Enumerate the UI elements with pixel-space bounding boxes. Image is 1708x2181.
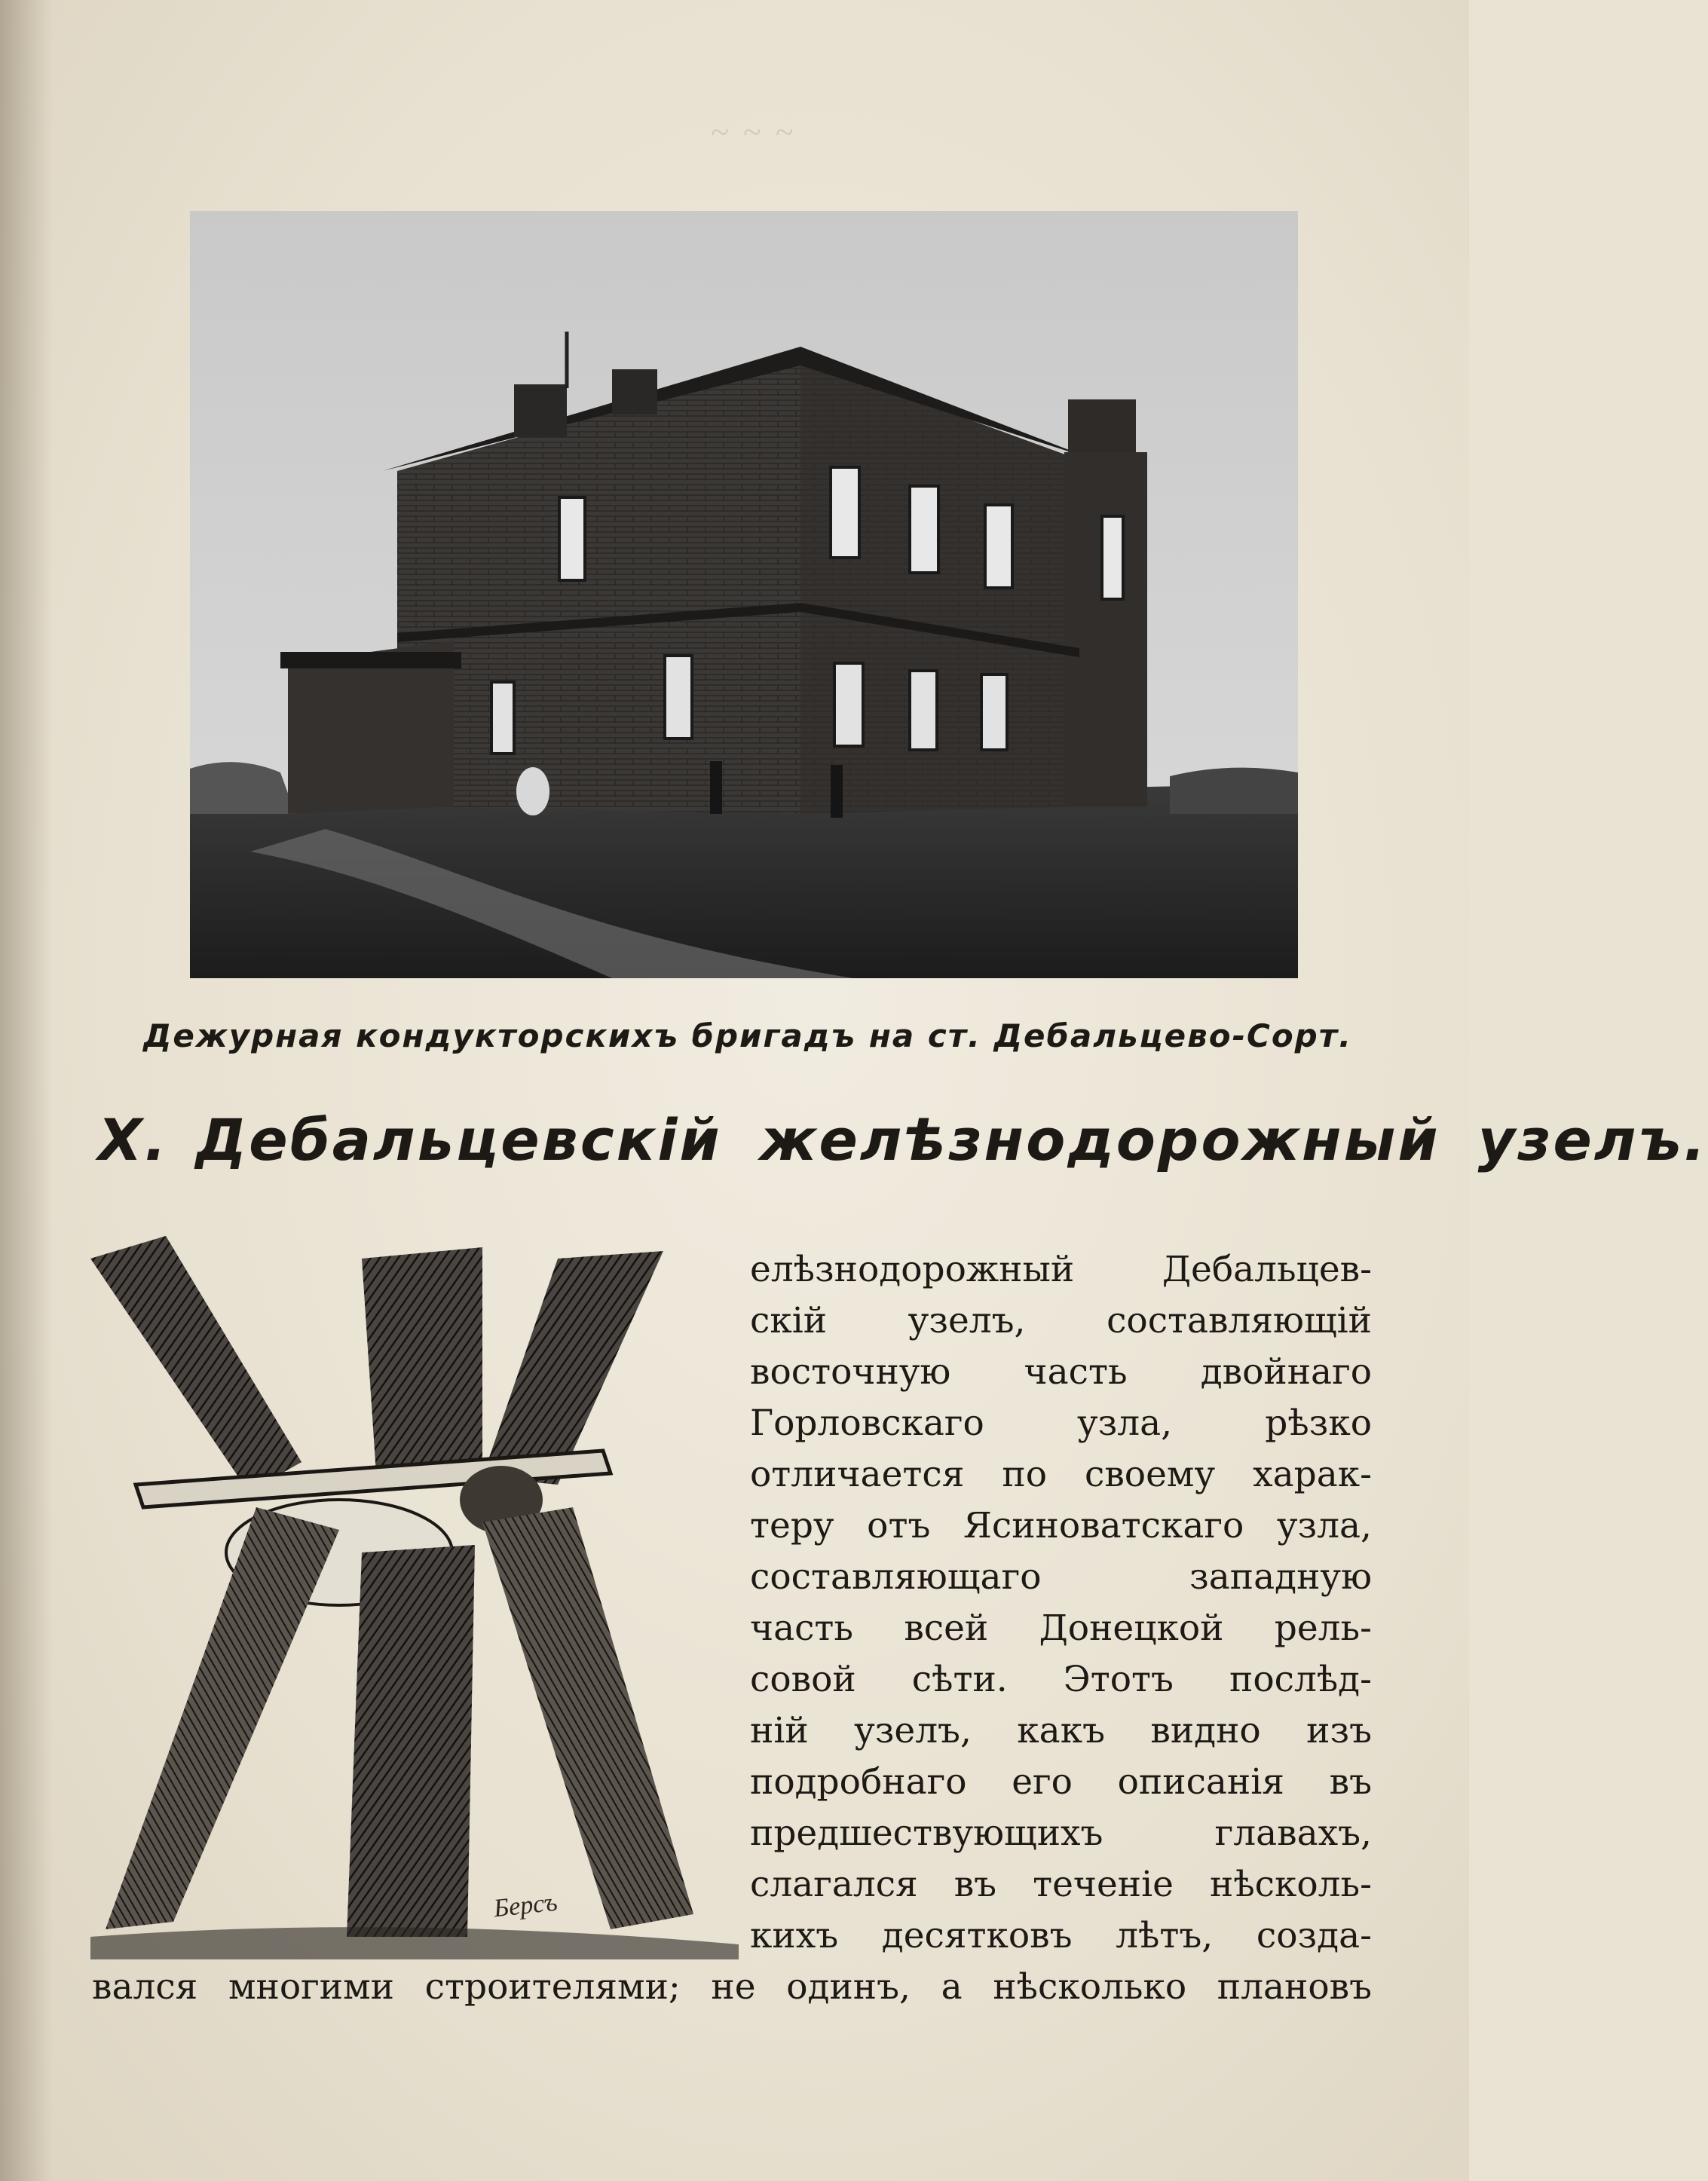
chapter-title-word-3: узелъ. xyxy=(1477,1106,1708,1173)
text-line: Горловскаго узла, рѣзко xyxy=(750,1403,1372,1444)
text-line: часть всей Донецкой рель- xyxy=(750,1607,1372,1649)
text-line: предшествующихъ главахъ, xyxy=(750,1812,1372,1854)
text-line: подробнаго его описанія въ xyxy=(750,1761,1372,1803)
figure-caption: Дежурная кондукторскихъ бригадъ на ст. Дебальцево-Сорт. xyxy=(143,1017,1353,1054)
text-line: теру отъ Ясиноватскаго узла, xyxy=(750,1505,1372,1546)
text-line: ній узелъ, какъ видно изъ xyxy=(750,1710,1372,1751)
text-line: кихъ десятковъ лѣтъ, созда- xyxy=(750,1915,1372,1956)
text-line: скій узелъ, составляющій xyxy=(750,1300,1372,1341)
text-line: составляющаго западную xyxy=(750,1556,1372,1598)
chapter-title-word-2: желѣзнодорожный xyxy=(759,1106,1440,1173)
text-line: совой сѣти. Этотъ послѣд- xyxy=(750,1659,1372,1700)
bleed-through-header: ~ ~ ~ xyxy=(711,114,797,151)
text-line-full-width: вался многими строителями; не одинъ, а нѣсколько плановъ xyxy=(92,1966,1372,2008)
artist-signature: Берсъ xyxy=(492,1888,559,1923)
chapter-number: X. xyxy=(98,1106,169,1173)
chapter-title-word-1: Дебальцевскій xyxy=(195,1106,722,1173)
text-line: елѣзнодорожный Дебальцев- xyxy=(750,1249,1372,1290)
text-line: отличается по своему харак- xyxy=(750,1454,1372,1495)
text-line: слагался въ теченіе нѣсколь- xyxy=(750,1864,1372,1905)
text-line: восточную часть двойнаго xyxy=(750,1351,1372,1393)
